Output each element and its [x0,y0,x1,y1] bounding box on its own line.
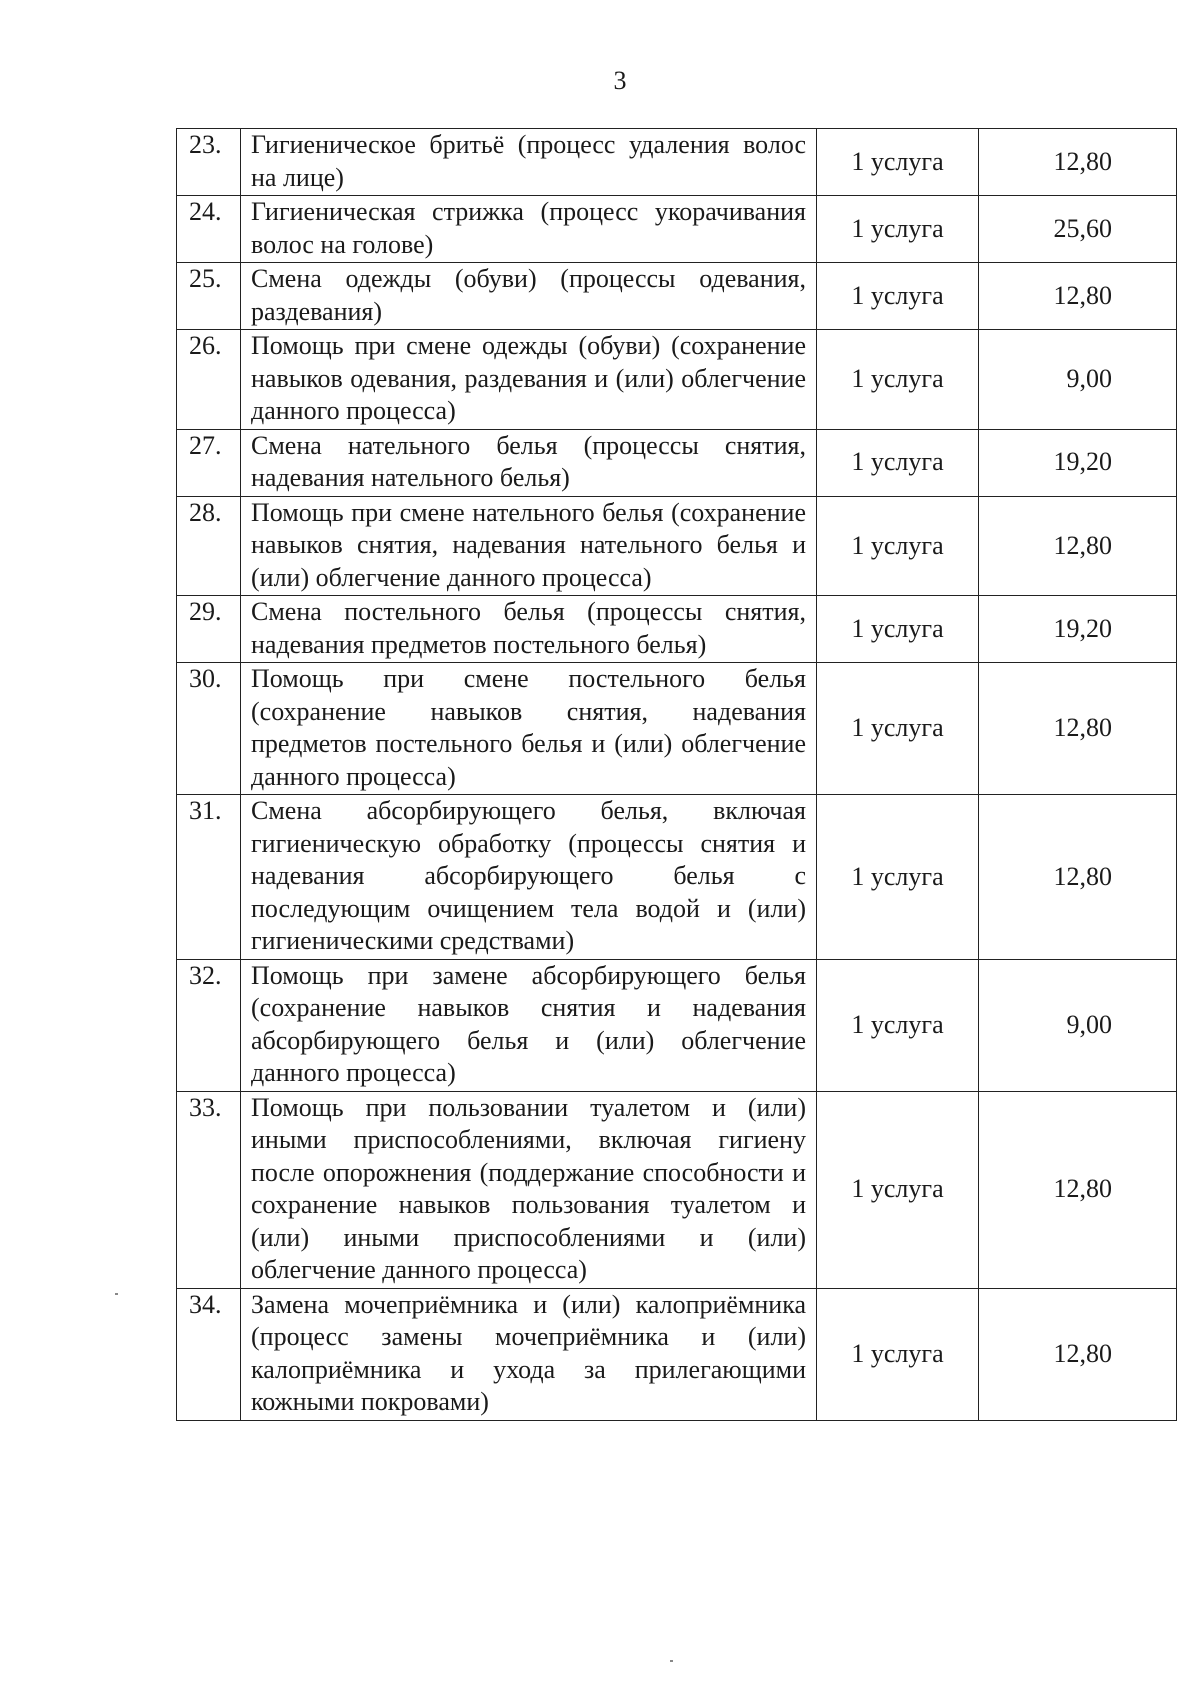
service-price: 12,80 [979,496,1177,596]
unit-of-measure: 1 услуга [817,129,979,196]
row-number: 29. [177,596,241,663]
row-number: 25. [177,263,241,330]
service-price: 19,20 [979,429,1177,496]
table-row [177,263,1177,330]
row-number: 24. [177,196,241,263]
page-number: 3 [613,66,627,95]
row-number: 23. [177,129,241,196]
table-row [177,596,1177,663]
scan-speck [670,1660,673,1662]
service-name: Гигиеническая стрижка (процесс укорачивания волос на голове) [241,196,817,263]
service-name: Смена постельного белья (процессы снятия, надевания предметов постельного белья) [241,596,817,663]
row-number: 31. [177,795,241,960]
unit-of-measure: 1 услуга [817,263,979,330]
service-price: 12,80 [979,795,1177,960]
row-number: 27. [177,429,241,496]
unit-of-measure: 1 услуга [817,1288,979,1420]
service-price: 12,80 [979,663,1177,795]
service-name: Смена одежды (обуви) (процессы одевания, раздевания) [241,263,817,330]
row-number: 28. [177,496,241,596]
table-row [177,330,1177,430]
row-number: 30. [177,663,241,795]
table-row [177,663,1177,795]
service-price: 12,80 [979,1091,1177,1288]
unit-of-measure: 1 услуга [817,959,979,1091]
unit-of-measure: 1 услуга [817,795,979,960]
service-name: Помощь при смене постельного белья (сохранение навыков снятия, надевания предметов постельного белья и (или) облегчение данного процесса) [241,663,817,795]
service-name: Замена мочеприёмника и (или) калоприёмника (процесс замены мочеприёмника и (или) калоприёмника и ухода за прилегающими кожными покровами) [241,1288,817,1420]
unit-of-measure: 1 услуга [817,429,979,496]
unit-of-measure: 1 услуга [817,663,979,795]
unit-of-measure: 1 услуга [817,1091,979,1288]
unit-of-measure: 1 услуга [817,496,979,596]
service-name: Помощь при пользовании туалетом и (или) иными приспособлениями, включая гигиену после опорожнения (поддержание способности и сохранение навыков пользования туалетом и (или) иными приспособлениями и (или) облегчение данного процесса) [241,1091,817,1288]
service-price: 25,60 [979,196,1177,263]
scan-speck [115,1293,118,1295]
table-row [177,959,1177,1091]
service-name: Помощь при смене одежды (обуви) (сохранение навыков одевания, раздевания и (или) облегчение данного процесса) [241,330,817,430]
table-row [177,1091,1177,1288]
service-name: Гигиеническое бритьё (процесс удаления волос на лице) [241,129,817,196]
table-row [177,129,1177,196]
table-row [177,496,1177,596]
unit-of-measure: 1 услуга [817,330,979,430]
services-price-table [176,128,1177,1421]
row-number: 33. [177,1091,241,1288]
table-row [177,196,1177,263]
service-price: 9,00 [979,330,1177,430]
row-number: 34. [177,1288,241,1420]
service-price: 12,80 [979,129,1177,196]
row-number: 26. [177,330,241,430]
service-price: 12,80 [979,1288,1177,1420]
service-name: Смена нательного белья (процессы снятия, надевания нательного белья) [241,429,817,496]
service-name: Помощь при замене абсорбирующего белья (сохранение навыков снятия и надевания абсорбирующего белья и (или) облегчение данного процесса) [241,959,817,1091]
unit-of-measure: 1 услуга [817,596,979,663]
unit-of-measure: 1 услуга [817,196,979,263]
table-row [177,1288,1177,1420]
service-price: 12,80 [979,263,1177,330]
table-row [177,429,1177,496]
service-name: Помощь при смене нательного белья (сохранение навыков снятия, надевания нательного белья и (или) облегчение данного процесса) [241,496,817,596]
row-number: 32. [177,959,241,1091]
service-price: 19,20 [979,596,1177,663]
service-price: 9,00 [979,959,1177,1091]
service-name: Смена абсорбирующего белья, включая гигиеническую обработку (процессы снятия и надевания абсорбирующего белья с последующим очищением тела водой и (или) гигиеническими средствами) [241,795,817,960]
table-row [177,795,1177,960]
